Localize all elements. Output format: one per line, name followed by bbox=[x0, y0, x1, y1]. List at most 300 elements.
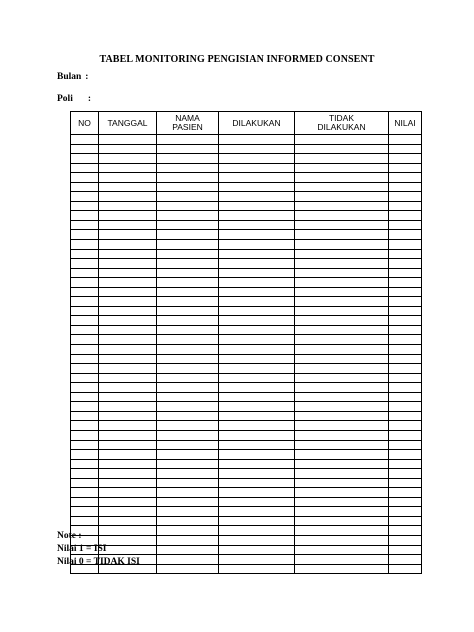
table-cell[interactable] bbox=[157, 421, 219, 431]
table-cell[interactable] bbox=[157, 230, 219, 240]
table-cell[interactable] bbox=[295, 364, 389, 374]
table-cell[interactable] bbox=[157, 411, 219, 421]
table-cell[interactable] bbox=[389, 259, 422, 269]
table-cell[interactable] bbox=[219, 364, 295, 374]
table-cell[interactable] bbox=[389, 526, 422, 536]
table-cell[interactable] bbox=[71, 478, 99, 488]
table-row bbox=[71, 230, 422, 240]
table-cell[interactable] bbox=[219, 345, 295, 355]
table-cell[interactable] bbox=[295, 535, 389, 545]
table-cell[interactable] bbox=[219, 450, 295, 460]
table-cell[interactable] bbox=[219, 478, 295, 488]
table-cell[interactable] bbox=[157, 535, 219, 545]
table-cell[interactable] bbox=[295, 297, 389, 307]
table-cell[interactable] bbox=[295, 154, 389, 164]
table-cell[interactable] bbox=[219, 249, 295, 259]
table-cell[interactable] bbox=[99, 240, 157, 250]
table-cell[interactable] bbox=[389, 220, 422, 230]
table-cell[interactable] bbox=[295, 163, 389, 173]
table-cell[interactable] bbox=[389, 392, 422, 402]
table-cell[interactable] bbox=[389, 383, 422, 393]
table-row bbox=[71, 440, 422, 450]
table-cell[interactable] bbox=[219, 440, 295, 450]
table-row bbox=[71, 268, 422, 278]
table-cell[interactable] bbox=[219, 211, 295, 221]
poli-label: Poli bbox=[57, 94, 73, 104]
table-cell[interactable] bbox=[219, 325, 295, 335]
table-cell[interactable] bbox=[219, 306, 295, 316]
table-cell[interactable] bbox=[295, 421, 389, 431]
table-cell[interactable] bbox=[219, 497, 295, 507]
table-cell[interactable] bbox=[295, 488, 389, 498]
table-cell[interactable] bbox=[71, 259, 99, 269]
table-cell[interactable] bbox=[157, 564, 219, 574]
table-cell[interactable] bbox=[389, 373, 422, 383]
table-cell[interactable] bbox=[219, 135, 295, 145]
table-cell[interactable] bbox=[295, 249, 389, 259]
table-row bbox=[71, 144, 422, 154]
table-cell[interactable] bbox=[157, 325, 219, 335]
table-cell[interactable] bbox=[157, 516, 219, 526]
table-cell[interactable] bbox=[219, 411, 295, 421]
table-cell[interactable] bbox=[219, 182, 295, 192]
table-cell[interactable] bbox=[99, 469, 157, 479]
table-cell[interactable] bbox=[389, 545, 422, 555]
table-body bbox=[71, 135, 422, 574]
table-cell[interactable] bbox=[295, 135, 389, 145]
table-row bbox=[71, 469, 422, 479]
table-cell[interactable] bbox=[295, 325, 389, 335]
table-cell[interactable] bbox=[99, 459, 157, 469]
table-cell[interactable] bbox=[157, 555, 219, 565]
table-cell[interactable] bbox=[157, 201, 219, 211]
table-cell[interactable] bbox=[219, 564, 295, 574]
table-cell[interactable] bbox=[219, 526, 295, 536]
table-cell[interactable] bbox=[219, 430, 295, 440]
table-cell[interactable] bbox=[157, 345, 219, 355]
table-cell[interactable] bbox=[71, 287, 99, 297]
table-cell[interactable] bbox=[157, 478, 219, 488]
table-cell[interactable] bbox=[295, 459, 389, 469]
table-cell[interactable] bbox=[389, 478, 422, 488]
table-cell[interactable] bbox=[219, 230, 295, 240]
table-cell[interactable] bbox=[157, 268, 219, 278]
column-header-nama-pasien: NAMA PASIEN bbox=[157, 112, 219, 135]
table-cell[interactable] bbox=[389, 240, 422, 250]
table-cell[interactable] bbox=[219, 154, 295, 164]
table-cell[interactable] bbox=[71, 459, 99, 469]
table-cell[interactable] bbox=[99, 507, 157, 517]
table-cell[interactable] bbox=[219, 163, 295, 173]
table-cell[interactable] bbox=[157, 383, 219, 393]
table-row bbox=[71, 392, 422, 402]
table-cell[interactable] bbox=[219, 392, 295, 402]
table-cell[interactable] bbox=[219, 335, 295, 345]
table-cell[interactable] bbox=[157, 259, 219, 269]
table-cell[interactable] bbox=[389, 421, 422, 431]
table-cell[interactable] bbox=[389, 211, 422, 221]
notes-heading: Note : bbox=[57, 531, 82, 541]
table-cell[interactable] bbox=[219, 459, 295, 469]
table-cell[interactable] bbox=[157, 144, 219, 154]
table-cell[interactable] bbox=[295, 306, 389, 316]
table-cell[interactable] bbox=[157, 135, 219, 145]
table-cell[interactable] bbox=[219, 354, 295, 364]
table-row bbox=[71, 163, 422, 173]
table-cell[interactable] bbox=[71, 240, 99, 250]
table-cell[interactable] bbox=[219, 516, 295, 526]
table-cell[interactable] bbox=[295, 268, 389, 278]
table-cell[interactable] bbox=[71, 306, 99, 316]
table-cell[interactable] bbox=[389, 144, 422, 154]
table-cell[interactable] bbox=[157, 287, 219, 297]
table-cell[interactable] bbox=[295, 259, 389, 269]
table-row bbox=[71, 220, 422, 230]
table-cell[interactable] bbox=[99, 297, 157, 307]
table-cell[interactable] bbox=[157, 192, 219, 202]
table-cell[interactable] bbox=[99, 440, 157, 450]
table-cell[interactable] bbox=[219, 545, 295, 555]
table-cell[interactable] bbox=[295, 402, 389, 412]
table-cell[interactable] bbox=[71, 507, 99, 517]
table-cell[interactable] bbox=[389, 192, 422, 202]
table-cell[interactable] bbox=[157, 469, 219, 479]
table-cell[interactable] bbox=[295, 240, 389, 250]
table-cell[interactable] bbox=[219, 278, 295, 288]
table-cell[interactable] bbox=[389, 535, 422, 545]
table-cell[interactable] bbox=[157, 220, 219, 230]
table-cell[interactable] bbox=[389, 316, 422, 326]
table-cell[interactable] bbox=[295, 478, 389, 488]
table-cell[interactable] bbox=[295, 497, 389, 507]
table-cell[interactable] bbox=[295, 450, 389, 460]
table-cell[interactable] bbox=[99, 497, 157, 507]
table-cell[interactable] bbox=[157, 354, 219, 364]
table-cell[interactable] bbox=[219, 201, 295, 211]
table-cell[interactable] bbox=[295, 230, 389, 240]
table-cell[interactable] bbox=[219, 192, 295, 202]
table-cell[interactable] bbox=[157, 392, 219, 402]
table-cell[interactable] bbox=[157, 430, 219, 440]
table-cell[interactable] bbox=[71, 201, 99, 211]
table-cell[interactable] bbox=[71, 364, 99, 374]
table-cell[interactable] bbox=[71, 268, 99, 278]
table-cell[interactable] bbox=[219, 488, 295, 498]
table-cell[interactable] bbox=[389, 163, 422, 173]
table-cell[interactable] bbox=[219, 297, 295, 307]
table-cell[interactable] bbox=[99, 392, 157, 402]
table-cell[interactable] bbox=[157, 459, 219, 469]
table-cell[interactable] bbox=[71, 345, 99, 355]
table-cell[interactable] bbox=[219, 507, 295, 517]
table-cell[interactable] bbox=[99, 373, 157, 383]
table-cell[interactable] bbox=[99, 220, 157, 230]
table-row bbox=[71, 135, 422, 145]
table-cell[interactable] bbox=[71, 135, 99, 145]
table-cell[interactable] bbox=[99, 488, 157, 498]
table-cell[interactable] bbox=[71, 163, 99, 173]
table-cell[interactable] bbox=[71, 316, 99, 326]
table-cell[interactable] bbox=[99, 411, 157, 421]
table-cell[interactable] bbox=[99, 211, 157, 221]
table-cell[interactable] bbox=[71, 488, 99, 498]
table-cell[interactable] bbox=[157, 488, 219, 498]
table-cell[interactable] bbox=[389, 411, 422, 421]
table-cell[interactable] bbox=[157, 240, 219, 250]
table-cell[interactable] bbox=[295, 373, 389, 383]
table-cell[interactable] bbox=[99, 325, 157, 335]
table-cell[interactable] bbox=[219, 316, 295, 326]
table-cell[interactable] bbox=[157, 373, 219, 383]
table-cell[interactable] bbox=[99, 278, 157, 288]
table-cell[interactable] bbox=[295, 220, 389, 230]
table-cell[interactable] bbox=[219, 220, 295, 230]
table-cell[interactable] bbox=[99, 154, 157, 164]
table-cell[interactable] bbox=[295, 287, 389, 297]
table-cell[interactable] bbox=[99, 268, 157, 278]
table-cell[interactable] bbox=[157, 249, 219, 259]
table-cell[interactable] bbox=[219, 259, 295, 269]
table-cell[interactable] bbox=[99, 173, 157, 183]
table-cell[interactable] bbox=[295, 211, 389, 221]
table-cell[interactable] bbox=[71, 335, 99, 345]
table-cell[interactable] bbox=[71, 469, 99, 479]
table-cell[interactable] bbox=[389, 135, 422, 145]
table-cell[interactable] bbox=[295, 516, 389, 526]
table-cell[interactable] bbox=[389, 564, 422, 574]
table-cell[interactable] bbox=[71, 373, 99, 383]
table-cell[interactable] bbox=[157, 163, 219, 173]
table-cell[interactable] bbox=[157, 545, 219, 555]
table-cell[interactable] bbox=[157, 182, 219, 192]
bulan-field bbox=[57, 72, 88, 82]
table-cell[interactable] bbox=[219, 469, 295, 479]
table-cell[interactable] bbox=[295, 430, 389, 440]
poli-field bbox=[57, 94, 91, 104]
table-cell[interactable] bbox=[157, 497, 219, 507]
table-cell[interactable] bbox=[389, 306, 422, 316]
table-cell[interactable] bbox=[219, 287, 295, 297]
table-cell[interactable] bbox=[99, 230, 157, 240]
table-cell[interactable] bbox=[99, 364, 157, 374]
table-row bbox=[71, 182, 422, 192]
table-cell[interactable] bbox=[99, 383, 157, 393]
table-row bbox=[71, 450, 422, 460]
table-cell[interactable] bbox=[219, 555, 295, 565]
table-cell[interactable] bbox=[99, 354, 157, 364]
table-cell[interactable] bbox=[219, 383, 295, 393]
table-cell[interactable] bbox=[71, 297, 99, 307]
table-cell[interactable] bbox=[99, 335, 157, 345]
table-cell[interactable] bbox=[295, 411, 389, 421]
table-cell[interactable] bbox=[389, 440, 422, 450]
table-cell[interactable] bbox=[389, 345, 422, 355]
table-cell[interactable] bbox=[295, 469, 389, 479]
column-header-no: NO bbox=[71, 112, 99, 135]
bulan-colon: : bbox=[85, 72, 89, 82]
table-cell[interactable] bbox=[71, 144, 99, 154]
table-cell[interactable] bbox=[157, 364, 219, 374]
table-cell[interactable] bbox=[389, 201, 422, 211]
table-cell[interactable] bbox=[99, 402, 157, 412]
table-cell[interactable] bbox=[71, 230, 99, 240]
table-cell[interactable] bbox=[389, 287, 422, 297]
table-cell[interactable] bbox=[295, 335, 389, 345]
table-cell[interactable] bbox=[157, 507, 219, 517]
table-cell[interactable] bbox=[219, 402, 295, 412]
table-cell[interactable] bbox=[389, 154, 422, 164]
table-cell[interactable] bbox=[99, 135, 157, 145]
table-cell[interactable] bbox=[157, 211, 219, 221]
table-cell[interactable] bbox=[99, 450, 157, 460]
table-cell[interactable] bbox=[99, 163, 157, 173]
table-cell[interactable] bbox=[295, 545, 389, 555]
notes-line-tidak-isi: Nilai 0 = TIDAK ISI bbox=[57, 557, 140, 567]
table-cell[interactable] bbox=[157, 154, 219, 164]
table-cell[interactable] bbox=[71, 211, 99, 221]
table-cell[interactable] bbox=[71, 497, 99, 507]
table-cell[interactable] bbox=[295, 316, 389, 326]
table-cell[interactable] bbox=[99, 478, 157, 488]
table-cell[interactable] bbox=[99, 345, 157, 355]
table-cell[interactable] bbox=[389, 402, 422, 412]
table-cell[interactable] bbox=[295, 192, 389, 202]
table-cell[interactable] bbox=[71, 173, 99, 183]
table-cell[interactable] bbox=[389, 335, 422, 345]
table-cell[interactable] bbox=[295, 144, 389, 154]
table-cell[interactable] bbox=[99, 144, 157, 154]
table-cell[interactable] bbox=[99, 316, 157, 326]
table-cell[interactable] bbox=[157, 335, 219, 345]
table-cell[interactable] bbox=[295, 440, 389, 450]
table-cell[interactable] bbox=[219, 268, 295, 278]
table-cell[interactable] bbox=[295, 201, 389, 211]
table-row bbox=[71, 192, 422, 202]
table-cell[interactable] bbox=[99, 430, 157, 440]
table-cell[interactable] bbox=[99, 201, 157, 211]
table-row bbox=[71, 325, 422, 335]
table-cell[interactable] bbox=[389, 430, 422, 440]
table-cell[interactable] bbox=[389, 249, 422, 259]
table-cell[interactable] bbox=[389, 230, 422, 240]
table-row bbox=[71, 354, 422, 364]
table-cell[interactable] bbox=[295, 182, 389, 192]
table-cell[interactable] bbox=[295, 392, 389, 402]
table-cell[interactable] bbox=[389, 488, 422, 498]
table-cell[interactable] bbox=[295, 564, 389, 574]
table-cell[interactable] bbox=[71, 354, 99, 364]
table-cell[interactable] bbox=[219, 535, 295, 545]
table-cell[interactable] bbox=[99, 259, 157, 269]
table-cell[interactable] bbox=[71, 450, 99, 460]
table-cell[interactable] bbox=[157, 526, 219, 536]
table-cell[interactable] bbox=[71, 430, 99, 440]
table-cell[interactable] bbox=[389, 278, 422, 288]
table-cell[interactable] bbox=[157, 173, 219, 183]
table-cell[interactable] bbox=[389, 450, 422, 460]
table-cell[interactable] bbox=[99, 192, 157, 202]
column-header-tanggal: TANGGAL bbox=[99, 112, 157, 135]
table-cell[interactable] bbox=[99, 516, 157, 526]
table-cell[interactable] bbox=[157, 450, 219, 460]
table-row bbox=[71, 516, 422, 526]
table-row bbox=[71, 211, 422, 221]
table-cell[interactable] bbox=[71, 154, 99, 164]
table-cell[interactable] bbox=[71, 402, 99, 412]
table-cell[interactable] bbox=[71, 392, 99, 402]
table-cell[interactable] bbox=[99, 287, 157, 297]
table-cell[interactable] bbox=[389, 459, 422, 469]
table-cell[interactable] bbox=[71, 220, 99, 230]
table-cell[interactable] bbox=[71, 192, 99, 202]
table-cell[interactable] bbox=[157, 316, 219, 326]
table-cell[interactable] bbox=[389, 268, 422, 278]
table-cell[interactable] bbox=[219, 421, 295, 431]
table-cell[interactable] bbox=[71, 383, 99, 393]
table-cell[interactable] bbox=[71, 325, 99, 335]
table-cell[interactable] bbox=[157, 278, 219, 288]
table-row bbox=[71, 278, 422, 288]
table-cell[interactable] bbox=[219, 240, 295, 250]
table-cell[interactable] bbox=[389, 507, 422, 517]
table-cell[interactable] bbox=[389, 497, 422, 507]
table-cell[interactable] bbox=[99, 182, 157, 192]
table-cell[interactable] bbox=[389, 364, 422, 374]
table-row bbox=[71, 383, 422, 393]
table-cell[interactable] bbox=[71, 278, 99, 288]
table-cell[interactable] bbox=[71, 516, 99, 526]
table-cell[interactable] bbox=[295, 345, 389, 355]
table-cell[interactable] bbox=[389, 173, 422, 183]
table-cell[interactable] bbox=[157, 306, 219, 316]
table-cell[interactable] bbox=[389, 297, 422, 307]
table-cell[interactable] bbox=[71, 421, 99, 431]
table-cell[interactable] bbox=[295, 278, 389, 288]
table-cell[interactable] bbox=[389, 469, 422, 479]
table-row bbox=[71, 459, 422, 469]
table-cell[interactable] bbox=[219, 144, 295, 154]
table-cell[interactable] bbox=[157, 440, 219, 450]
table-cell[interactable] bbox=[295, 507, 389, 517]
table-cell[interactable] bbox=[219, 373, 295, 383]
table-cell[interactable] bbox=[157, 297, 219, 307]
table-cell[interactable] bbox=[389, 325, 422, 335]
table-cell[interactable] bbox=[389, 555, 422, 565]
table-cell[interactable] bbox=[389, 354, 422, 364]
table-cell[interactable] bbox=[389, 516, 422, 526]
table-cell[interactable] bbox=[295, 173, 389, 183]
table-cell[interactable] bbox=[71, 249, 99, 259]
table-cell[interactable] bbox=[295, 354, 389, 364]
table-cell[interactable] bbox=[295, 555, 389, 565]
table-cell[interactable] bbox=[99, 421, 157, 431]
table-cell[interactable] bbox=[71, 411, 99, 421]
table-cell[interactable] bbox=[295, 383, 389, 393]
bulan-label: Bulan bbox=[57, 72, 82, 82]
table-cell[interactable] bbox=[219, 173, 295, 183]
table-cell[interactable] bbox=[99, 306, 157, 316]
table-row bbox=[71, 402, 422, 412]
table-cell[interactable] bbox=[71, 440, 99, 450]
table-cell[interactable] bbox=[71, 182, 99, 192]
table-cell[interactable] bbox=[157, 402, 219, 412]
table-row bbox=[71, 173, 422, 183]
table-cell[interactable] bbox=[99, 249, 157, 259]
monitoring-table bbox=[70, 111, 422, 574]
table-cell[interactable] bbox=[389, 182, 422, 192]
table-cell[interactable] bbox=[295, 526, 389, 536]
table-row bbox=[71, 287, 422, 297]
